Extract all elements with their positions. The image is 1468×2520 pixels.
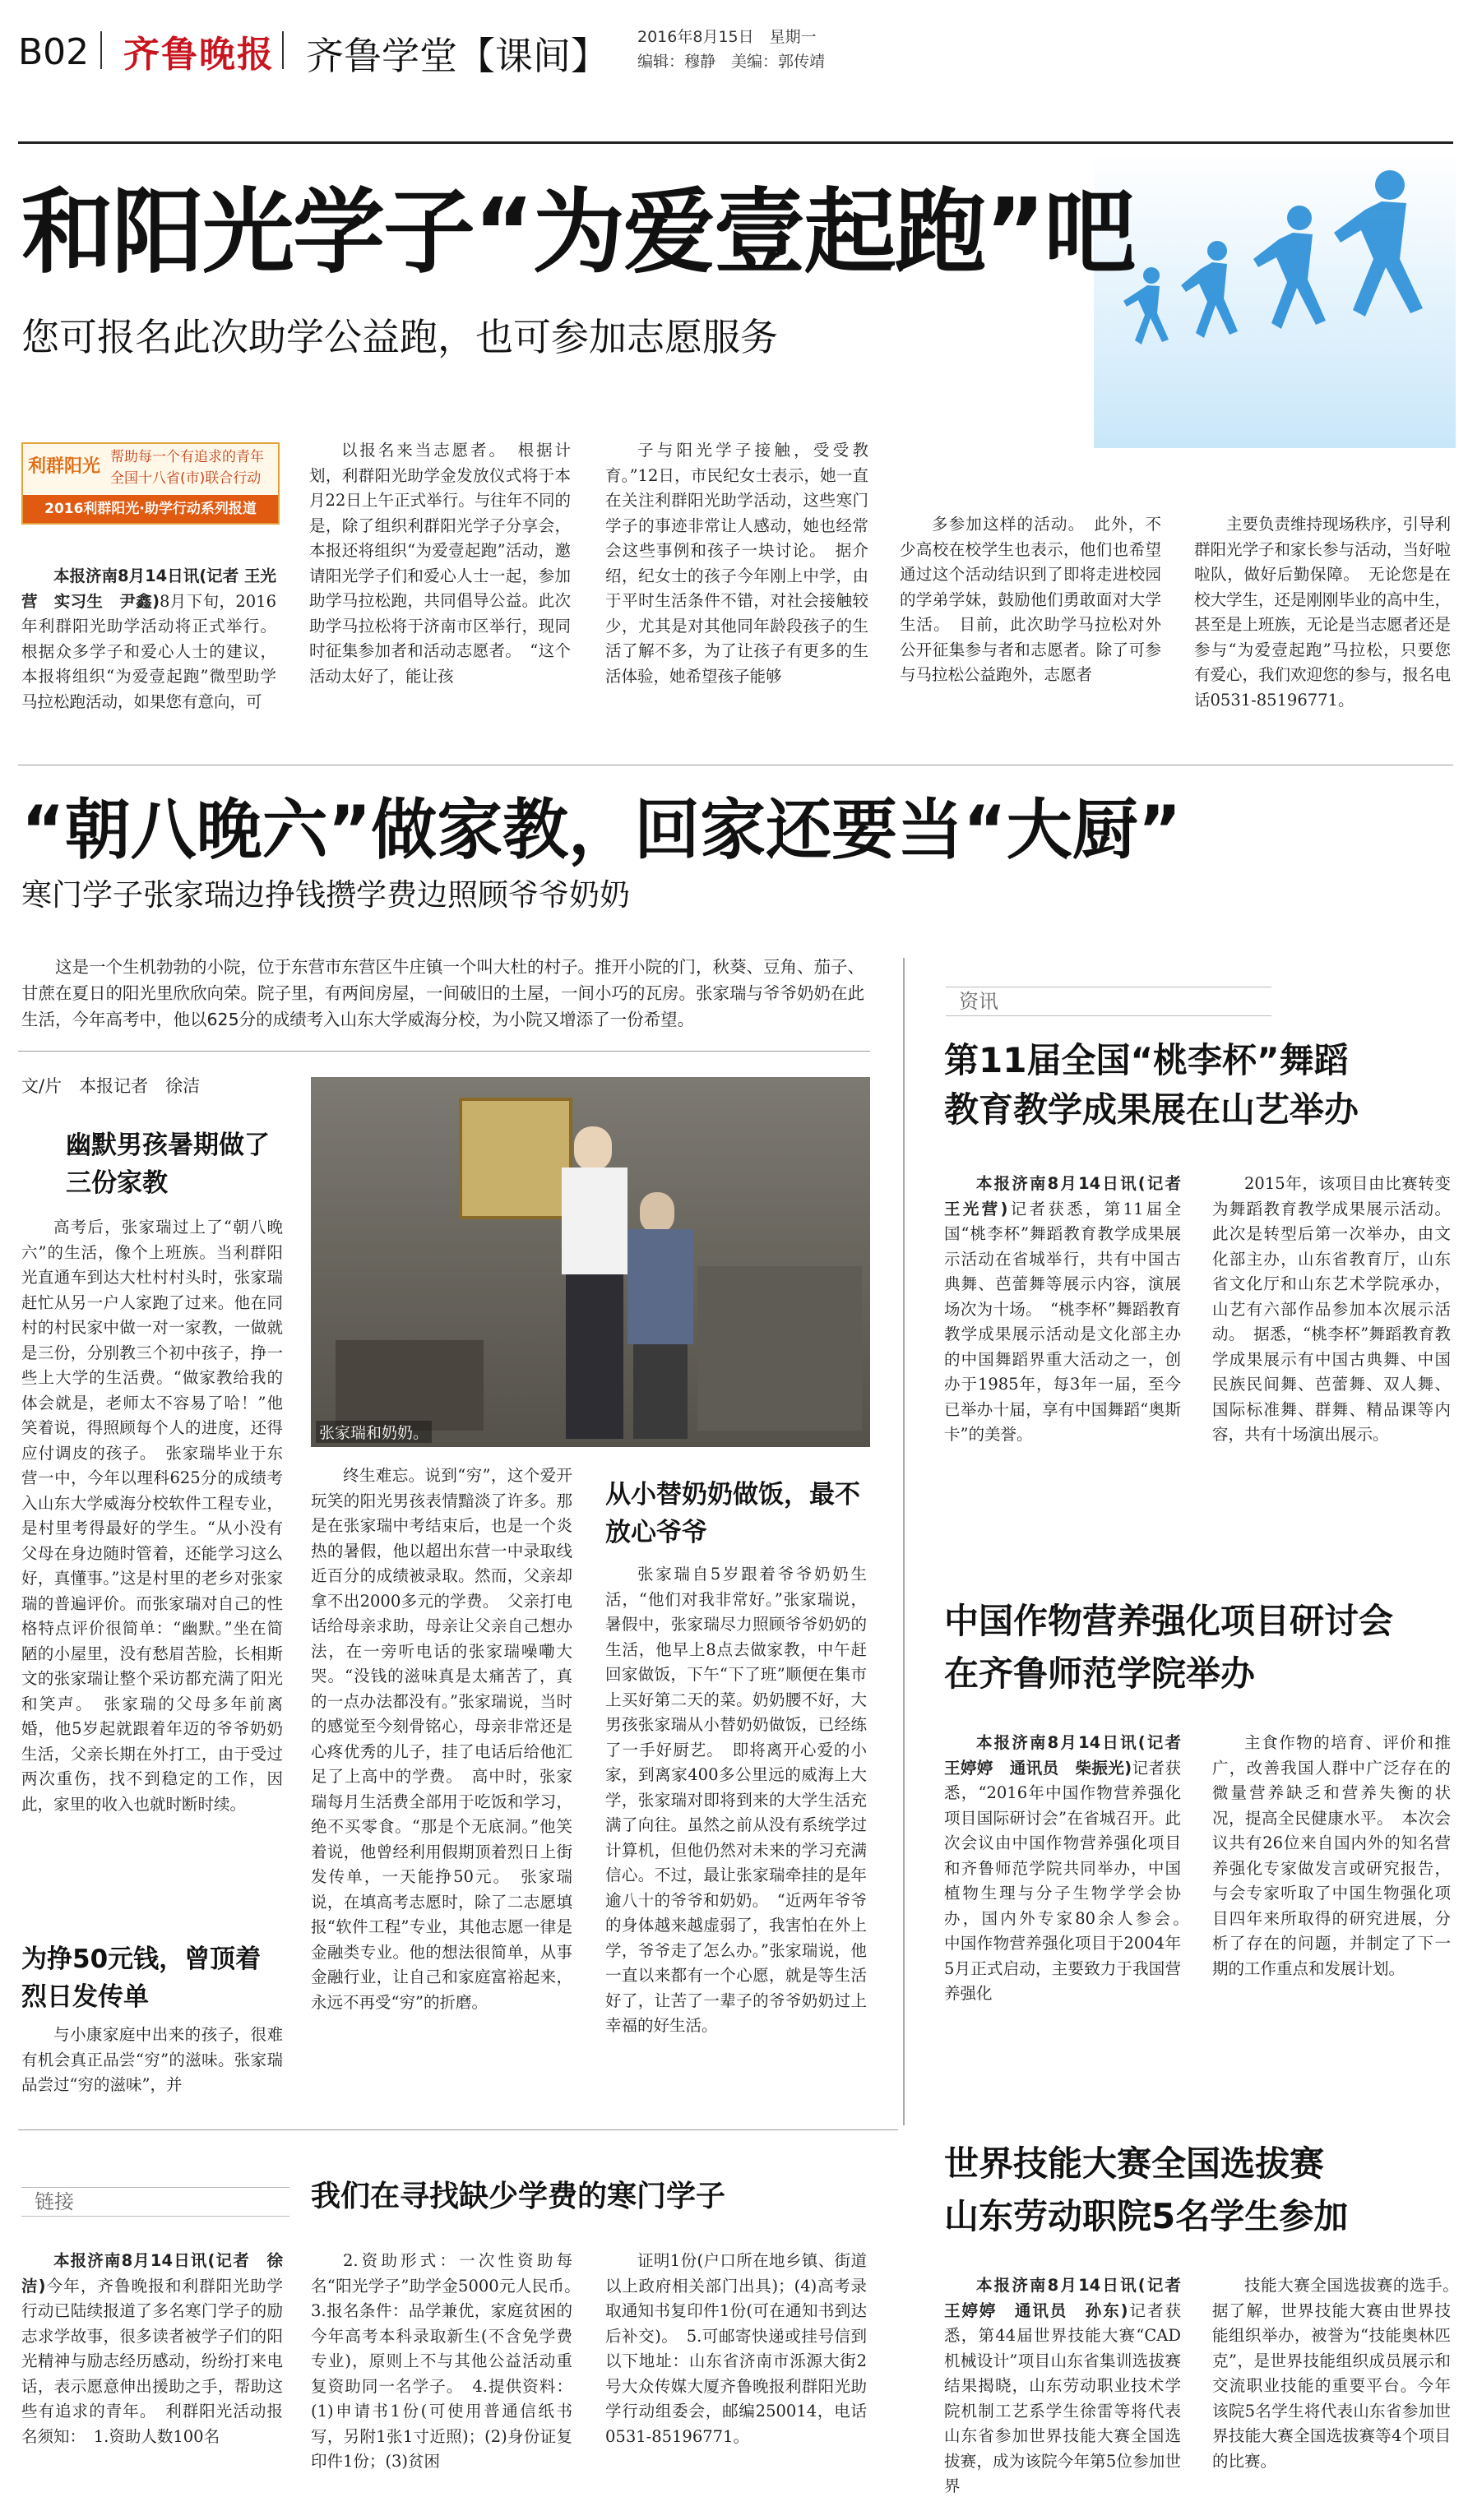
grandma-shirt [627,1229,693,1344]
badge-series: 2016利群阳光·助学行动系列报道 [23,495,278,523]
article1-subtitle: 您可报名此次助学公益跑，也可参加志愿服务 [21,315,778,359]
person-trousers [566,1274,623,1439]
article1-col1: 本报济南8月14日讯(记者 王光营 实习生 尹鑫)8月下旬，2016年利群阳光助学活动将正式举行。根据众多学子和爱心人士的建议，本报将组织“为爱壹起跑”微型助学马拉松跑活动，如果您有意向，可 [21,566,276,711]
link-col1: 本报济南8月14日讯(记者 徐洁)今年，齐鲁晚报和利群阳光助学行动已陆续报道了多名寒门学子的励志求学故事，很多读者被学子们的阳光精神与励志经历感动，纷纷打来电话，表示愿意伸出援助之手，帮助这些有追求的青年。 利群阳光活动报名须知： 1.资助人数100名 [21,2251,283,2446]
article2-title: “朝八晚六”做家教，回家还要当“大厨” [21,792,1182,868]
person-head [574,1126,612,1171]
news2-col1: 本报济南8月14日讯(记者 王婷婷 通讯员 柴振光)记者获悉，“2016年中国作物营养强化项目国际研讨会”在省城召开。此次会议由中国作物营养强化项目和齐鲁师范学院共同举办，中国植物生理与分子生物学学会协办，国内外专家80余人参会。 中国作物营养强化项目于2004年5月正式启动，主要致力于我国营养强化 [944,1733,1197,2003]
article1-dateline: 本报济南8月14日讯(记者 王光营 实习生 尹鑫) [21,566,276,611]
runners-icon [1094,152,1456,448]
article2-subhead1: 幽默男孩暑期做了三份家教 [66,1131,270,1198]
news1-col2: 2015年，该项目由比赛转变为舞蹈教育教学成果展示活动。此次是转型后第一次举办，由文化部主办，山东省教育厅，山东省文化厅和山东艺术学院承办，山艺有六部作品参加本次展示活动。 据悉，“桃李杯”舞蹈教育教学成果展示有中国古典舞、中国民族民间舞、芭蕾舞、双人舞、国际标准舞、群舞、精品课等内容，共有十场演出展示。 [1212,1174,1451,1444]
news3-title: 世界技能大赛全国选拔赛 山东劳动职院5名学生参加 [944,2143,1349,2236]
news1-title: 第11届全国“桃李杯”舞蹈 教育教学成果展在山艺举办 [944,1040,1359,1130]
article2-subtitle: 寒门学子张家瑞边挣钱攒学费边照顾爷爷奶奶 [21,877,630,913]
grandma-trousers [633,1344,688,1439]
column-divider [903,958,905,2125]
article2-subhead3: 从小替奶奶做饭，最不放心爷爷 [605,1480,860,1547]
editors: 编辑：穆静 美编：郭传靖 [637,53,826,71]
header-divider [100,31,102,69]
header-meta [637,25,825,74]
section-title: 齐鲁学堂【课间】 [306,34,609,78]
person-shirt [562,1168,627,1274]
kitchen-counter [697,1266,862,1431]
lead-rule [18,1051,870,1052]
article2-col2: 终生难忘。说到“穷”，这个爱开玩笑的阳光男孩表情黯淡了许多。那是在张家瑞中考结束后，也是一个炎热的暑假，他以超出东营一中录取线近百分的成绩被录取。然而，父亲却拿不出2000多元的学费。 父亲打电话给母亲求助，母亲让父亲自己想办法，在一旁听电话的张家瑞噪嘞大哭。“没钱的滋味真是太痛苦了，真的一点办法都没有。”张家瑞说，当时的感觉至今刻骨铭心，母亲非常还是心疼优秀的儿子，挂了电话后给他汇足了上高中的学费。 高中时，张家瑞每月生活费全部用于吃饭和学习，绝不买零食。“那是个无底洞。”他笑着说，他曾经利用假期顶着烈日上街发传单，一天能挣50元。 张家瑞说，在填高考志愿时，除了二志愿填报“软件工程”专业，其他志愿一律是金融类专业。他的想法很简单，从事金融行业，让自己和家庭富裕起来，永远不再受“穷”的折磨。 [311,1466,572,2012]
article2-col3: 张家瑞自5岁跟着爷爷奶奶生活，“他们对我非常好。”张家瑞说，暑假中，张家瑞尽力照顾爷爷奶奶的生活，他早上8点去做家教，中午赶回家做饭，下午“下了班”顺便在集市上买好第二天的菜。奶奶腰不好，大男孩张家瑞从小替奶奶做饭，已经练了一手好厨艺。 即将离开心爱的小家，到离家400多公里远的威海上大学，张家瑞对即将到来的大学生活充满了向往。虽然之前从没有系统学过计算机，但他仍然对未来的学习充满信心。不过，最让张家瑞牵挂的是年逾八十的爷爷和奶奶。 “近两年爷爷的身体越来越虚弱了，我害怕在外上学，爷爷走了怎么办。”张家瑞说，他一直以来都有一个心愿，就是等生活好了，让苦了一辈子的爷爷奶奶过上幸福的好生活。 [605,1565,867,2035]
link-rule [18,2129,898,2130]
article2-byline: 文/片 本报记者 徐洁 [21,1076,201,1096]
article1-col2: 以报名来当志愿者。 根据计划，利群阳光助学金发放仪式将于本月22日上午正式举行。与往年不同的是，除了组织利群阳光学子分享会，本报还将组织“为爱壹起跑”活动，邀请阳光学子们和爱心人士一起，参加助学马拉松跑，共同倡导公益。此次助学马拉松将于济南市区举行，现同时征集参加者和活动志愿者。 “这个活动太好了，能让孩 [309,441,571,686]
news2-title: 中国作物营养强化项目研讨会 在齐鲁师范学院举办 [944,1601,1394,1694]
badge-line2: 全国十八省(市)联合行动 [110,470,262,487]
wall-frame [459,1098,572,1219]
link-tag: 链接 [21,2187,289,2217]
series-badge [21,442,280,525]
news2-col2: 主食作物的培育、评价和推广，改善我国人群中广泛存在的微量营养缺乏和营养失衡的状况，提高全民健康水平。 本次会议共有26位来自国内外的知名营养强化专家做发言或研究报告，与会专家听取了中国生物强化项目四年来所取得的研究进展，分析了存在的问题，并制定了下一期的工作重点和发展计划。 [1212,1733,1451,1978]
runners-graphic [1094,152,1456,448]
article2-photo [311,1077,870,1447]
article2-col1b: 与小康家庭中出来的孩子，很难有机会真正品尝“穷”的滋味。张家瑞品尝过“穷的滋味”，并 [21,2025,283,2094]
article2-col1: 高考后，张家瑞过上了“朝八晚六”的生活，像个上班族。当利群阳光直通车到达大杜村村头时，张家瑞赶忙从另一户人家跑了过来。他在同村的村民家中做一对一家教，一做就是三份，分别教三个初中孩子，挣一些上大学的生活费。“做家教给我的体会就是，老师太不容易了哈！”他笑着说，得照顾每个人的进度，还得应付调皮的孩子。 张家瑞毕业于东营一中，今年以理科625分的成绩考入山东大学威海分校软件工程专业，是村里考得最好的学生。“从小没有父母在身边随时管着，还能学习这么好，真懂事。”这是村里的老乡对张家瑞的普遍评价。而张家瑞对自己的性格特点评价很简单：“幽默。”坐在简陋的小屋里，没有愁眉苦脸，长相斯文的张家瑞让整个采访都充满了阳光和笑声。 张家瑞的父母多年前离婚，他5岁起就跟着年迈的爷爷奶奶生活，父亲长期在外打工，由于受过两次重伤，找不到稳定的工作，因此，家里的收入也就时断时续。 [21,1218,283,1814]
news3-col2: 技能大赛全国选拔赛的选手。 据了解，世界技能大赛由世界技能组织举办，被誉为“技能奥林匹克”，是世界技能组织成员展示和交流职业技能的重要平台。今年该院5名学生将代表山东省参加世界技能大赛全国选拔赛等4个项目的比赛。 [1212,2276,1467,2471]
link-col2: 2.资助形式：一次性资助每名“阳光学子”助学金5000元人民币。 3.报名条件：品学兼优，家庭贫困的今年高考本科录取新生(不含免学费专业)，原则上不与其他公益活动重复资助同一名学子。 4.提供资料：(1)申请书1份(可使用普通信纸书写，另附1张1寸近照)；(2)身份证复印件1份；(3)贫困 [311,2251,589,2471]
article2-lead: 这是一个生机勃勃的小院，位于东营市东营区牛庄镇一个叫大杜的村子。推开小院的门，秋葵、豆角、茄子、甘蔗在夏日的阳光里欣欣向荣。院子里，有两间房屋，一间破旧的土屋，一间小巧的瓦房。张家瑞与爷爷奶奶在此生活，今年高考中，他以625分的成绩考入山东大学威海分校，为小院又增添了一份希望。 [21,957,864,1029]
article1-col3: 子与阳光学子接触，受受教育。”12日，市民纪女士表示，她一直在关注利群阳光助学活动，这些寒门学子的事迹非常让人感动，她也经常会这些事例和孩子一块讨论。 据介绍，纪女士的孩子今年刚上中学，由于平时生活条件不错，对社会接触较少，尤其是对其他同年龄段孩子的生活了解不多，为了让孩子有更多的生活体验，她希望孩子能够 [605,441,868,686]
issue-date: 2016年8月15日 星期一 [637,28,817,46]
table [336,1340,484,1431]
news1-col1: 本报济南8月14日讯(记者 王光营)记者获悉，第11届全国“桃李杯”舞蹈教育教学成果展示活动在省城举行，共有中国古典舞、芭蕾舞等展示内容，演展场次为十场。 “桃李杯”舞蹈教育教学成果展示活动是文化部主办的中国舞蹈界重大活动之一，创办于1985年，每3年一届，至今已举办十届，享有中国舞蹈“奥斯卡”的美誉。 [944,1174,1197,1444]
header-divider [282,31,284,69]
newspaper-logo: 齐鲁晚报 [123,34,275,76]
photo-caption: 张家瑞和奶奶。 [316,1421,432,1443]
link-col3: 证明1份(户口所在地乡镇、街道以上政府相关部门出具)；(4)高考录取通知书复印件1份(可在通知书到达后补交)。 5.可邮寄快递或挂号信到以下地址：山东省济南市泺源大街2号大众传媒大厦齐鲁晚报利群阳光助学行动组委会，邮编250014，电话0531-85196771。 [605,2251,867,2446]
article1-title: 和阳光学子“为爱壹起跑”吧 [21,179,1135,286]
news3-col1: 本报济南8月14日讯(记者 王婷婷 通讯员 孙东)记者获悉，第44届世界技能大赛“CAD机械设计”项目山东省集训选拔赛结果揭晓，山东劳动职业技术学院机制工艺系学生徐雷等将代表山东省参加世界技能大赛全国选拔赛，成为该院今年第5位参加世界 [944,2276,1197,2495]
badge-logo: 利群阳光 [28,456,101,477]
link-title: 我们在寻找缺少学费的寒门学子 [311,2180,726,2213]
article1-col5: 主要负责维持现场秩序，引导利群阳光学子和家长参与活动，当好啦啦队，做好后勤保障。 无论您是在校大学生，还是刚刚毕业的高中生，甚至是上班族，无论是当志愿者还是参与“为爱壹起跑”马拉松，只要您有爱心，我们欢迎您的参与，报名电话0531-85196771。 [1194,515,1452,710]
news-tag: 资讯 [946,987,1271,1016]
page-number: B02 [18,31,90,73]
article2-subhead2: 为挣50元钱，曾顶着烈日发传单 [21,1944,262,2012]
header-rule [18,141,1453,144]
article1-col4: 多参加这样的活动。 此外，不少高校在校学生也表示，他们也希望通过这个活动结识到了即将走进校园的学弟学妹，鼓励他们勇敢面对大学生活。 目前，此次助学马拉松对外公开征集参与者和志愿者。除了可参与马拉松公益跑外，志愿者 [900,515,1161,684]
badge-line1: 帮助每一个有追求的青年 [110,449,264,465]
grandma-head [640,1192,674,1233]
